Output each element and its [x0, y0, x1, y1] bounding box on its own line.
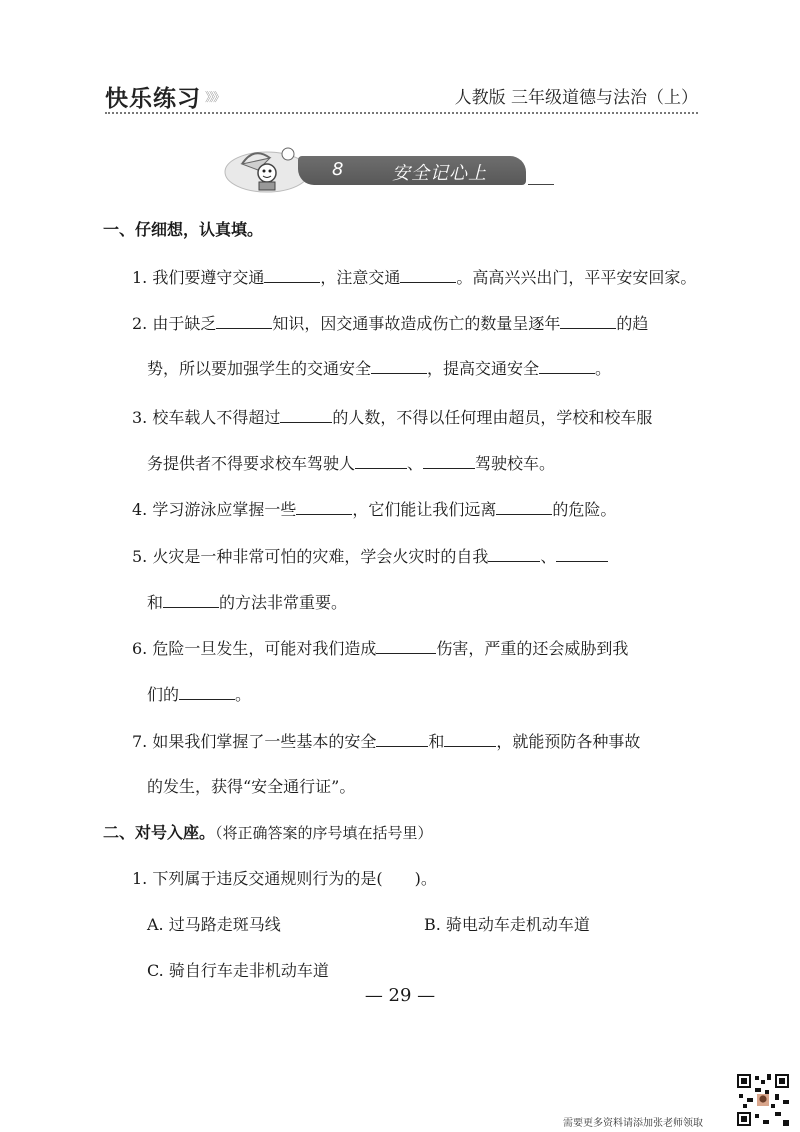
answer-blank[interactable] — [163, 590, 219, 608]
section-title-fill-in: 一、仔细想，认真填。 — [103, 220, 264, 239]
lesson-banner — [222, 140, 552, 195]
answer-blank[interactable] — [444, 729, 496, 747]
text: 的方法非常重要。 — [219, 593, 348, 612]
answer-blank[interactable] — [216, 311, 272, 329]
question-2 — [132, 311, 648, 336]
question-6-cont — [147, 682, 251, 707]
text: ，注意交通 — [320, 268, 401, 287]
text: 1. 我们要遵守交通 — [132, 268, 265, 287]
text: 知识，因交通事故造成伤亡的数量呈逐年 — [272, 314, 561, 333]
answer-blank[interactable] — [280, 405, 332, 423]
text: 的危险。 — [552, 500, 617, 519]
question-3 — [132, 405, 652, 430]
text: 的趋 — [616, 314, 649, 333]
qr-code-icon — [735, 1072, 791, 1128]
question-2-cont — [147, 356, 611, 381]
answer-blank[interactable] — [376, 729, 428, 747]
text: 4. 学习游泳应掌握一些 — [132, 500, 297, 519]
answer-blank[interactable] — [539, 356, 595, 374]
text: 和 — [428, 732, 445, 751]
text: 的人数，不得以任何理由超员，学校和校车服 — [332, 408, 653, 427]
answer-blank[interactable] — [400, 265, 456, 283]
section-heading: 二、对号入座。 — [103, 823, 216, 842]
text: ，就能预防各种事故 — [496, 732, 641, 751]
answer-blank[interactable] — [423, 451, 475, 469]
lesson-title: 安全记心上 — [392, 163, 487, 184]
banner-underline — [528, 184, 554, 185]
option-a[interactable]: A. 过马路走斑马线 — [147, 915, 281, 934]
section-title-choice — [103, 821, 433, 845]
answer-blank[interactable] — [371, 356, 427, 374]
answer-blank[interactable] — [179, 682, 235, 700]
answer-blank[interactable] — [496, 497, 552, 515]
lesson-title-bar — [298, 156, 526, 185]
section-note: （将正确答案的序号填在括号里） — [215, 824, 433, 842]
text: 2. 由于缺乏 — [132, 314, 217, 333]
answer-blank[interactable] — [488, 544, 540, 562]
text: 5. 火灾是一种非常可怕的灾难，学会火灾时的自我 — [132, 547, 489, 566]
edition-label: 人教版 三年级道德与法治（上） — [454, 88, 698, 108]
text: 和 — [147, 593, 164, 612]
question-1 — [132, 265, 696, 290]
question-5-cont — [147, 590, 347, 615]
text: ，提高交通安全 — [427, 359, 540, 378]
text: 。 — [595, 359, 612, 378]
option-c[interactable]: C. 骑自行车走非机动车道 — [147, 961, 329, 980]
page-header — [105, 80, 698, 110]
text: 。高高兴兴出门，平平安安回家。 — [456, 268, 697, 287]
answer-blank[interactable] — [296, 497, 352, 515]
question-7-cont — [147, 775, 355, 799]
page-number: — 29 — — [364, 985, 436, 1006]
text: 、 — [407, 454, 424, 473]
choice-question-1: 1. 下列属于违反交通规则行为的是( )。 — [132, 869, 437, 888]
text: 的发生，获得“安全通行证”。 — [147, 777, 356, 796]
question-6 — [132, 636, 628, 661]
text: 。 — [235, 685, 252, 704]
question-5 — [132, 544, 608, 569]
text: 们的 — [147, 685, 180, 704]
header-divider — [105, 112, 698, 114]
answer-blank[interactable] — [376, 636, 436, 654]
brand-title: 快乐练习 — [105, 86, 201, 112]
answer-blank[interactable] — [556, 544, 608, 562]
text: 6. 危险一旦发生，可能对我们造成 — [132, 639, 377, 658]
answer-blank[interactable] — [355, 451, 407, 469]
text: 3. 校车载人不得超过 — [132, 408, 281, 427]
text: 务提供者不得要求校车驾驶人 — [147, 454, 356, 473]
answer-blank[interactable] — [264, 265, 320, 283]
text: 、 — [540, 547, 557, 566]
lesson-number: 8 — [332, 159, 344, 180]
chevron-icon: 》》》 — [205, 90, 224, 104]
option-b[interactable]: B. 骑电动车走机动车道 — [424, 915, 590, 934]
question-7 — [132, 729, 640, 754]
text: 伤害，严重的还会威胁到我 — [436, 639, 629, 658]
text: 7. 如果我们掌握了一些基本的安全 — [132, 732, 377, 751]
text: 势，所以要加强学生的交通安全 — [147, 359, 372, 378]
text: ，它们能让我们远离 — [352, 500, 497, 519]
qr-note: 需要更多资料请添加张老师领取 — [563, 1118, 703, 1129]
question-4 — [132, 497, 616, 522]
text: 驾驶校车。 — [475, 454, 556, 473]
question-3-cont — [147, 451, 555, 476]
answer-blank[interactable] — [560, 311, 616, 329]
